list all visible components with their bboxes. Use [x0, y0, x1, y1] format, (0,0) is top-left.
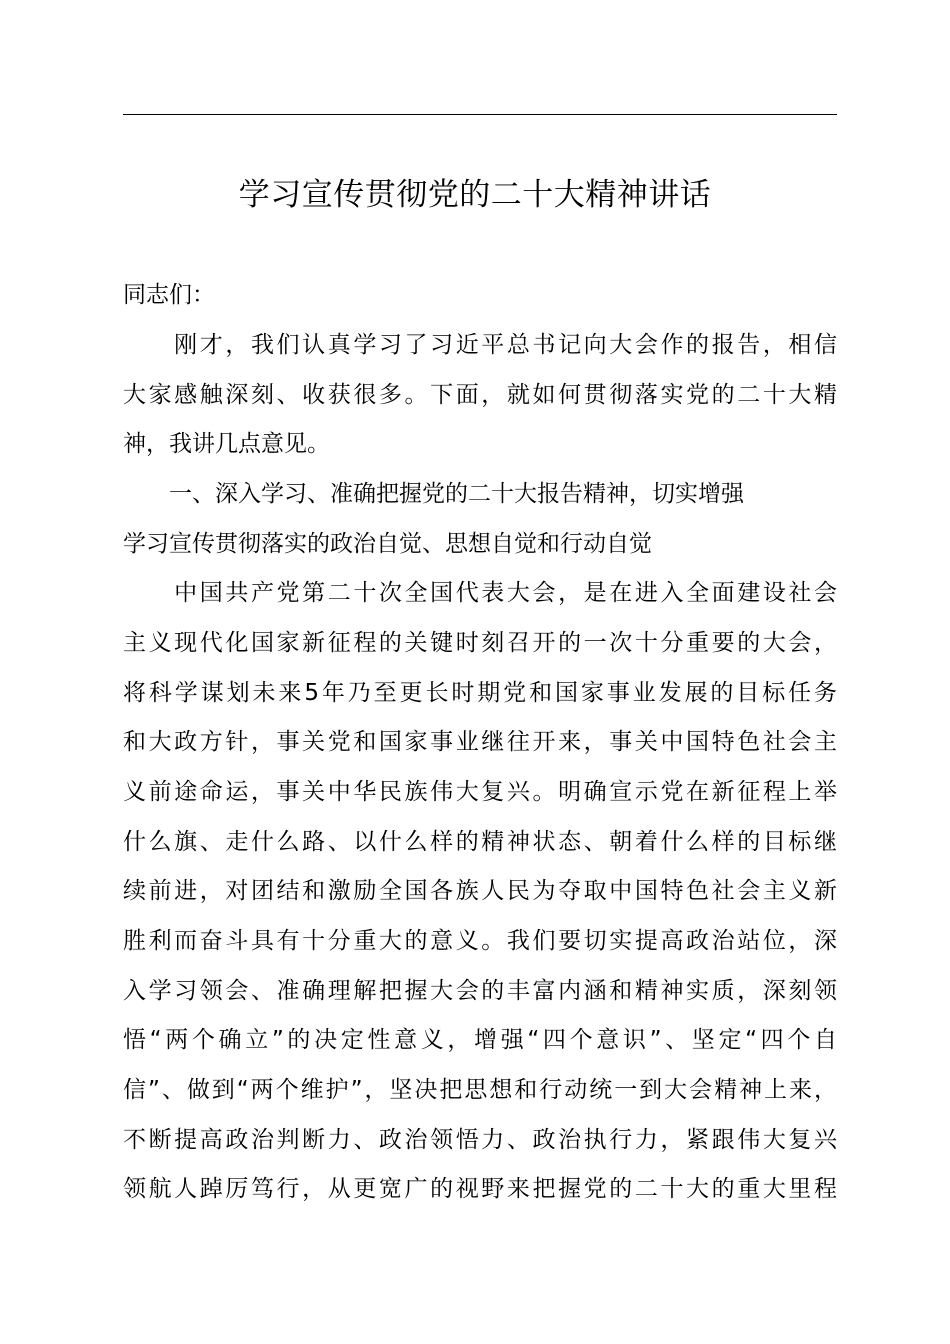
header-rule — [123, 114, 837, 115]
body-line: 入学习领会、准确理解把握大会的丰富内涵和精神实质，深刻领 — [123, 978, 837, 1004]
body-line: 信”、做到“两个维护”，坚决把思想和行动统一到大会精神上来， — [123, 1077, 837, 1103]
body-line: 刚才，我们认真学习了习近平总书记向大会作的报告，相信 — [123, 332, 837, 358]
section-heading-line: 一、深入学习、准确把握党的二十大报告精神，切实增强 — [123, 481, 744, 507]
body-line: 什么旗、走什么路、以什么样的精神状态、朝着什么样的目标继 — [123, 829, 837, 855]
body-line: 胜利而奋斗具有十分重大的意义。我们要切实提高政治站位，深 — [123, 928, 837, 954]
section-heading-line: 学习宣传贯彻落实的政治自觉、思想自觉和行动自觉 — [123, 531, 652, 557]
body-line: 义前途命运，事关中华民族伟大复兴。明确宣示党在新征程上举 — [123, 779, 837, 805]
body-line: 中国共产党第二十次全国代表大会，是在进入全面建设社会 — [123, 580, 837, 606]
salutation: 同志们： — [123, 282, 215, 308]
body-line: 神，我讲几点意见。 — [123, 431, 330, 457]
body-line: 领航人踔厉笃行，从更宽广的视野来把握党的二十大的重大里程 — [123, 1176, 837, 1202]
body-line: 和大政方针，事关党和国家事业继往开来，事关中国特色社会主 — [123, 729, 837, 755]
body-line: 续前进，对团结和激励全国各族人民为夺取中国特色社会主义新 — [123, 878, 837, 904]
body-line: 将科学谋划未来5年乃至更长时期党和国家事业发展的目标任务 — [123, 680, 837, 706]
body-line: 主义现代化国家新征程的关键时刻召开的一次十分重要的大会， — [123, 630, 837, 656]
document-title: 学习宣传贯彻党的二十大精神讲话 — [238, 177, 712, 213]
body-line: 悟“两个确立”的决定性意义，增强“四个意识”、坚定“四个自 — [123, 1027, 837, 1053]
body-line: 不断提高政治判断力、政治领悟力、政治执行力，紧跟伟大复兴 — [123, 1127, 837, 1153]
body-line: 大家感触深刻、收获很多。下面，就如何贯彻落实党的二十大精 — [123, 382, 837, 408]
